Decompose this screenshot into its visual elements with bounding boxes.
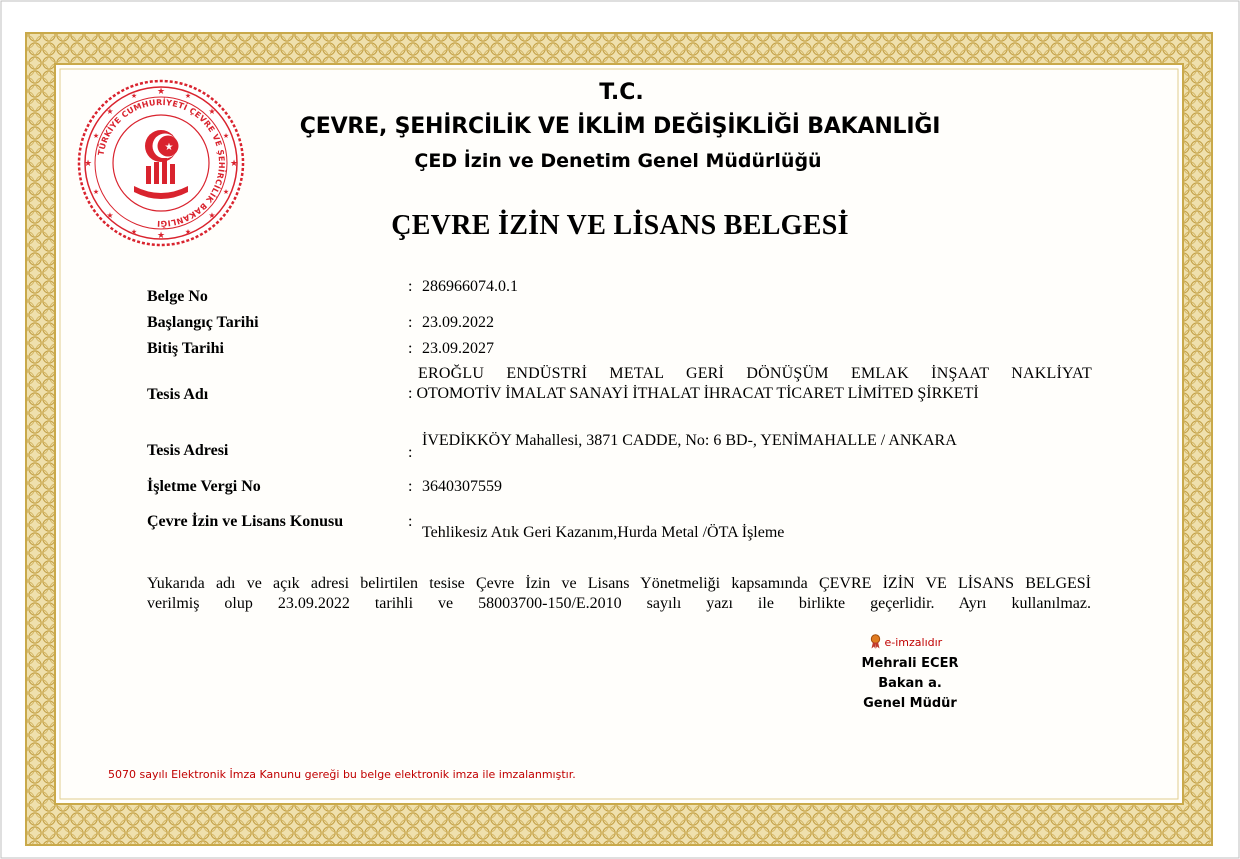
validity-statement: [147, 574, 1091, 614]
svg-text:★: ★: [208, 107, 216, 116]
svg-text:★: ★: [156, 86, 166, 96]
directorate-name: ÇED İzin ve Denetim Genel Müdürlüğü: [414, 150, 822, 172]
value-belge-no: 286966074.0.1: [422, 278, 518, 295]
value-baslangic-tarihi: 23.09.2022: [422, 314, 494, 331]
svg-text:★: ★: [130, 92, 138, 100]
signer-position: Genel Müdür: [863, 696, 957, 711]
svg-text:★: ★: [229, 158, 239, 168]
svg-text:★: ★: [222, 132, 230, 140]
value-tesis-adi-line2-wrap: : OTOMOTİV İMALAT SANAYİ İTHALAT İHRACAT TİCARET LİMİTED ŞİRKETİ: [408, 385, 979, 402]
value-bitis-tarihi: 23.09.2027: [422, 340, 494, 357]
e-signature-label: e-imzalıdır: [884, 636, 943, 649]
svg-text:★: ★: [164, 142, 174, 153]
value-tesis-adi-line2: OTOMOTİV İMALAT SANAYİ İTHALAT İHRACAT TİCARET LİMİTED ŞİRKETİ: [416, 385, 979, 402]
label-belge-no: Belge No: [147, 288, 208, 305]
validity-statement-line2: verilmiş olup 23.09.2022 tarihli ve 58003700-150/E.2010 sayılı yazı ile birlikte geçerlidir. Ayrı kullanılmaz.: [147, 595, 1091, 612]
colon: :: [408, 340, 413, 357]
signer-name: Mehrali ECER: [861, 656, 959, 671]
e-signature-law-note: 5070 sayılı Elektronik İmza Kanunu gereği bu belge elektronik imza ile imzalanmıştır.: [108, 768, 576, 781]
value-vergi-no: 3640307559: [422, 478, 502, 495]
svg-text:★: ★: [208, 211, 216, 220]
colon: :: [408, 444, 413, 461]
colon: :: [408, 278, 413, 295]
label-vergi-no: İşletme Vergi No: [147, 478, 261, 495]
document-title: ÇEVRE İZİN VE LİSANS BELGESİ: [391, 210, 849, 241]
svg-text:★: ★: [130, 228, 138, 236]
svg-text:★: ★: [106, 211, 114, 220]
svg-text:★: ★: [106, 107, 114, 116]
label-konu: Çevre İzin ve Lisans Konusu: [147, 513, 344, 530]
svg-text:★: ★: [92, 132, 100, 140]
label-tesis-adresi: Tesis Adresi: [147, 442, 229, 459]
e-signature-badge: [870, 634, 942, 649]
validity-statement-line1: Yukarıda adı ve açık adresi belirtilen tesise Çevre İzin ve Lisans Yönetmeliği kapsamında ÇEVRE İZİN VE LİSANS BELGESİ: [147, 575, 1091, 592]
colon: :: [408, 478, 413, 495]
svg-text:★: ★: [156, 230, 166, 240]
colon: :: [408, 314, 413, 331]
svg-text:★: ★: [83, 158, 93, 168]
label-baslangic-tarihi: Başlangıç Tarihi: [147, 314, 259, 331]
value-tesis-adi-line1: EROĞLU ENDÜSTRİ METAL GERİ DÖNÜŞÜM EMLAK İNŞAAT NAKLİYAT: [418, 365, 1092, 382]
ribbon-icon: [870, 634, 881, 649]
svg-text:★: ★: [184, 228, 192, 236]
colon: :: [408, 513, 413, 530]
ministry-name: ÇEVRE, ŞEHİRCİLİK VE İKLİM DEĞİŞİKLİĞİ BAKANLIĞI: [299, 114, 941, 139]
seal-ring-text: TÜRKİYE CUMHURİYETİ ÇEVRE VE ŞEHİRCİLİK BAKANLIĞI: [96, 97, 227, 229]
svg-text:★: ★: [92, 188, 100, 196]
label-tesis-adi: Tesis Adı: [147, 386, 209, 403]
svg-text:★: ★: [222, 188, 230, 196]
label-bitis-tarihi: Bitiş Tarihi: [147, 340, 224, 357]
value-tesis-adresi: İVEDİKKÖY Mahallesi, 3871 CADDE, No: 6 BD-, YENİMAHALLE / ANKARA: [422, 432, 957, 449]
signer-on-behalf: Bakan a.: [878, 676, 942, 691]
value-konu: Tehlikesiz Atık Geri Kazanım,Hurda Metal /ÖTA İşleme: [422, 524, 785, 541]
header-tc: T.C.: [599, 80, 644, 105]
svg-text:★: ★: [184, 92, 192, 100]
